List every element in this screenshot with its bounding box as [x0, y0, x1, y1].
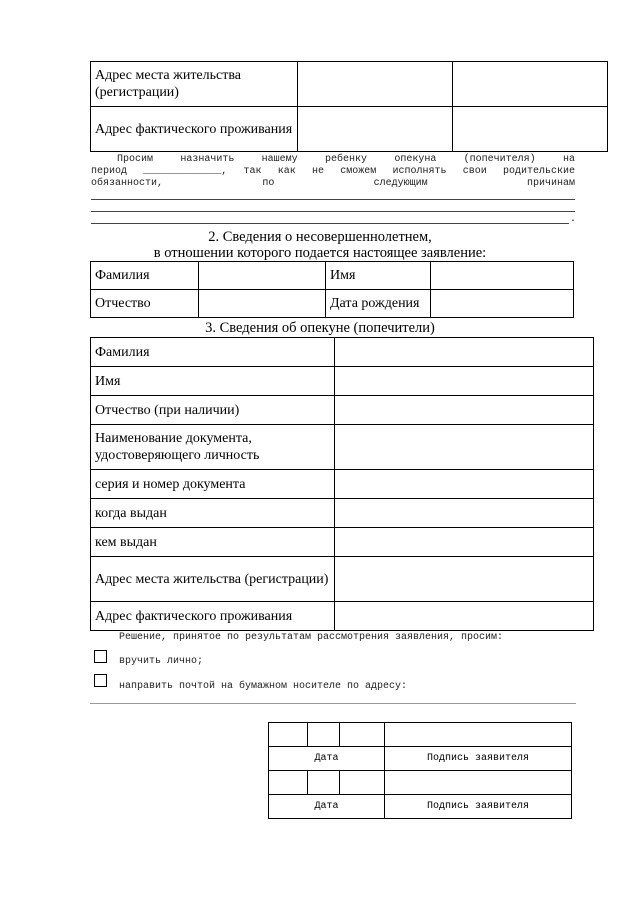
guardian-row-label: Наименование документа, удостоверяющего личность [91, 425, 335, 470]
request-line-3: обязанности, по следующим причинам [91, 178, 575, 189]
date-year-box[interactable] [340, 723, 385, 747]
guardian-row-field[interactable] [335, 602, 594, 631]
date-day-box[interactable] [269, 723, 308, 747]
guardian-row-field[interactable] [335, 338, 594, 367]
guardian-row-field[interactable] [335, 367, 594, 396]
guardian-row-label: кем выдан [91, 528, 335, 557]
guardian-row-field[interactable] [335, 499, 594, 528]
address-actual-label: Адрес фактического проживания [91, 107, 298, 152]
address-registration-field-1[interactable] [298, 62, 453, 107]
deliver-in-person-checkbox[interactable] [94, 650, 107, 663]
signature-caption: Подпись заявителя [385, 747, 572, 771]
minor-birth-date-field[interactable] [431, 290, 574, 318]
signature-caption: Подпись заявителя [385, 795, 572, 819]
address-actual-field-1[interactable] [298, 107, 453, 152]
guardian-row-label: Имя [91, 367, 335, 396]
signature-table [268, 722, 572, 819]
minor-name-field[interactable] [431, 262, 574, 290]
guardian-row-label: Отчество (при наличии) [91, 396, 335, 425]
address-actual-field-2[interactable] [453, 107, 608, 152]
reason-end-mark: . [570, 214, 577, 225]
guardian-row-field[interactable] [335, 528, 594, 557]
reason-line-1[interactable] [91, 199, 575, 200]
date-day-box[interactable] [269, 771, 308, 795]
date-caption: Дата [269, 747, 385, 771]
minor-surname-label: Фамилия [91, 262, 199, 290]
address-registration-label: Адрес места жительства (регистрации) [91, 62, 298, 107]
reason-line-2[interactable] [91, 211, 575, 212]
minor-surname-field[interactable] [199, 262, 326, 290]
guardian-info-table [90, 337, 594, 631]
guardian-row-label: Фамилия [91, 338, 335, 367]
guardian-row-field[interactable] [335, 470, 594, 499]
deliver-in-person-label: вручить лично; [119, 656, 204, 667]
guardian-row-field[interactable] [335, 557, 594, 602]
decision-intro: Решение, принятое по результатам рассмотрения заявления, просим: [119, 632, 504, 643]
send-by-mail-label: направить почтой на бумажном носителе по адресу: [119, 681, 408, 692]
signature-box[interactable] [385, 723, 572, 747]
minor-birth-date-label: Дата рождения [326, 290, 431, 318]
minor-info-table [90, 261, 574, 318]
section2-title-line-2: в отношении которого подается настоящее заявление: [153, 245, 487, 261]
guardian-row-label: Адрес фактического проживания [91, 602, 335, 631]
send-by-mail-checkbox[interactable] [94, 674, 107, 687]
signature-box[interactable] [385, 771, 572, 795]
reason-line-3[interactable] [91, 223, 569, 224]
address-table [90, 61, 608, 152]
request-line-1: Просим назначить нашему ребенку опекуна (попечителя) на [117, 154, 575, 165]
minor-patronymic-field[interactable] [199, 290, 326, 318]
guardian-row-field[interactable] [335, 396, 594, 425]
date-month-box[interactable] [308, 723, 340, 747]
guardian-row-label: серия и номер документа [91, 470, 335, 499]
section3-title: 3. Сведения об опекуне (попечители) [205, 320, 435, 336]
address-registration-field-2[interactable] [453, 62, 608, 107]
date-year-box[interactable] [340, 771, 385, 795]
guardian-row-label: когда выдан [91, 499, 335, 528]
minor-name-label: Имя [326, 262, 431, 290]
section2-title-line-1: 2. Сведения о несовершеннолетнем, [208, 229, 432, 245]
guardian-row-field[interactable] [335, 425, 594, 470]
guardian-row-label: Адрес места жительства (регистрации) [91, 557, 335, 602]
mail-address-line[interactable] [90, 703, 576, 704]
date-month-box[interactable] [308, 771, 340, 795]
request-line-2: период _____________, так как не сможем исполнять свои родительские [91, 166, 575, 177]
minor-patronymic-label: Отчество [91, 290, 199, 318]
date-caption: Дата [269, 795, 385, 819]
